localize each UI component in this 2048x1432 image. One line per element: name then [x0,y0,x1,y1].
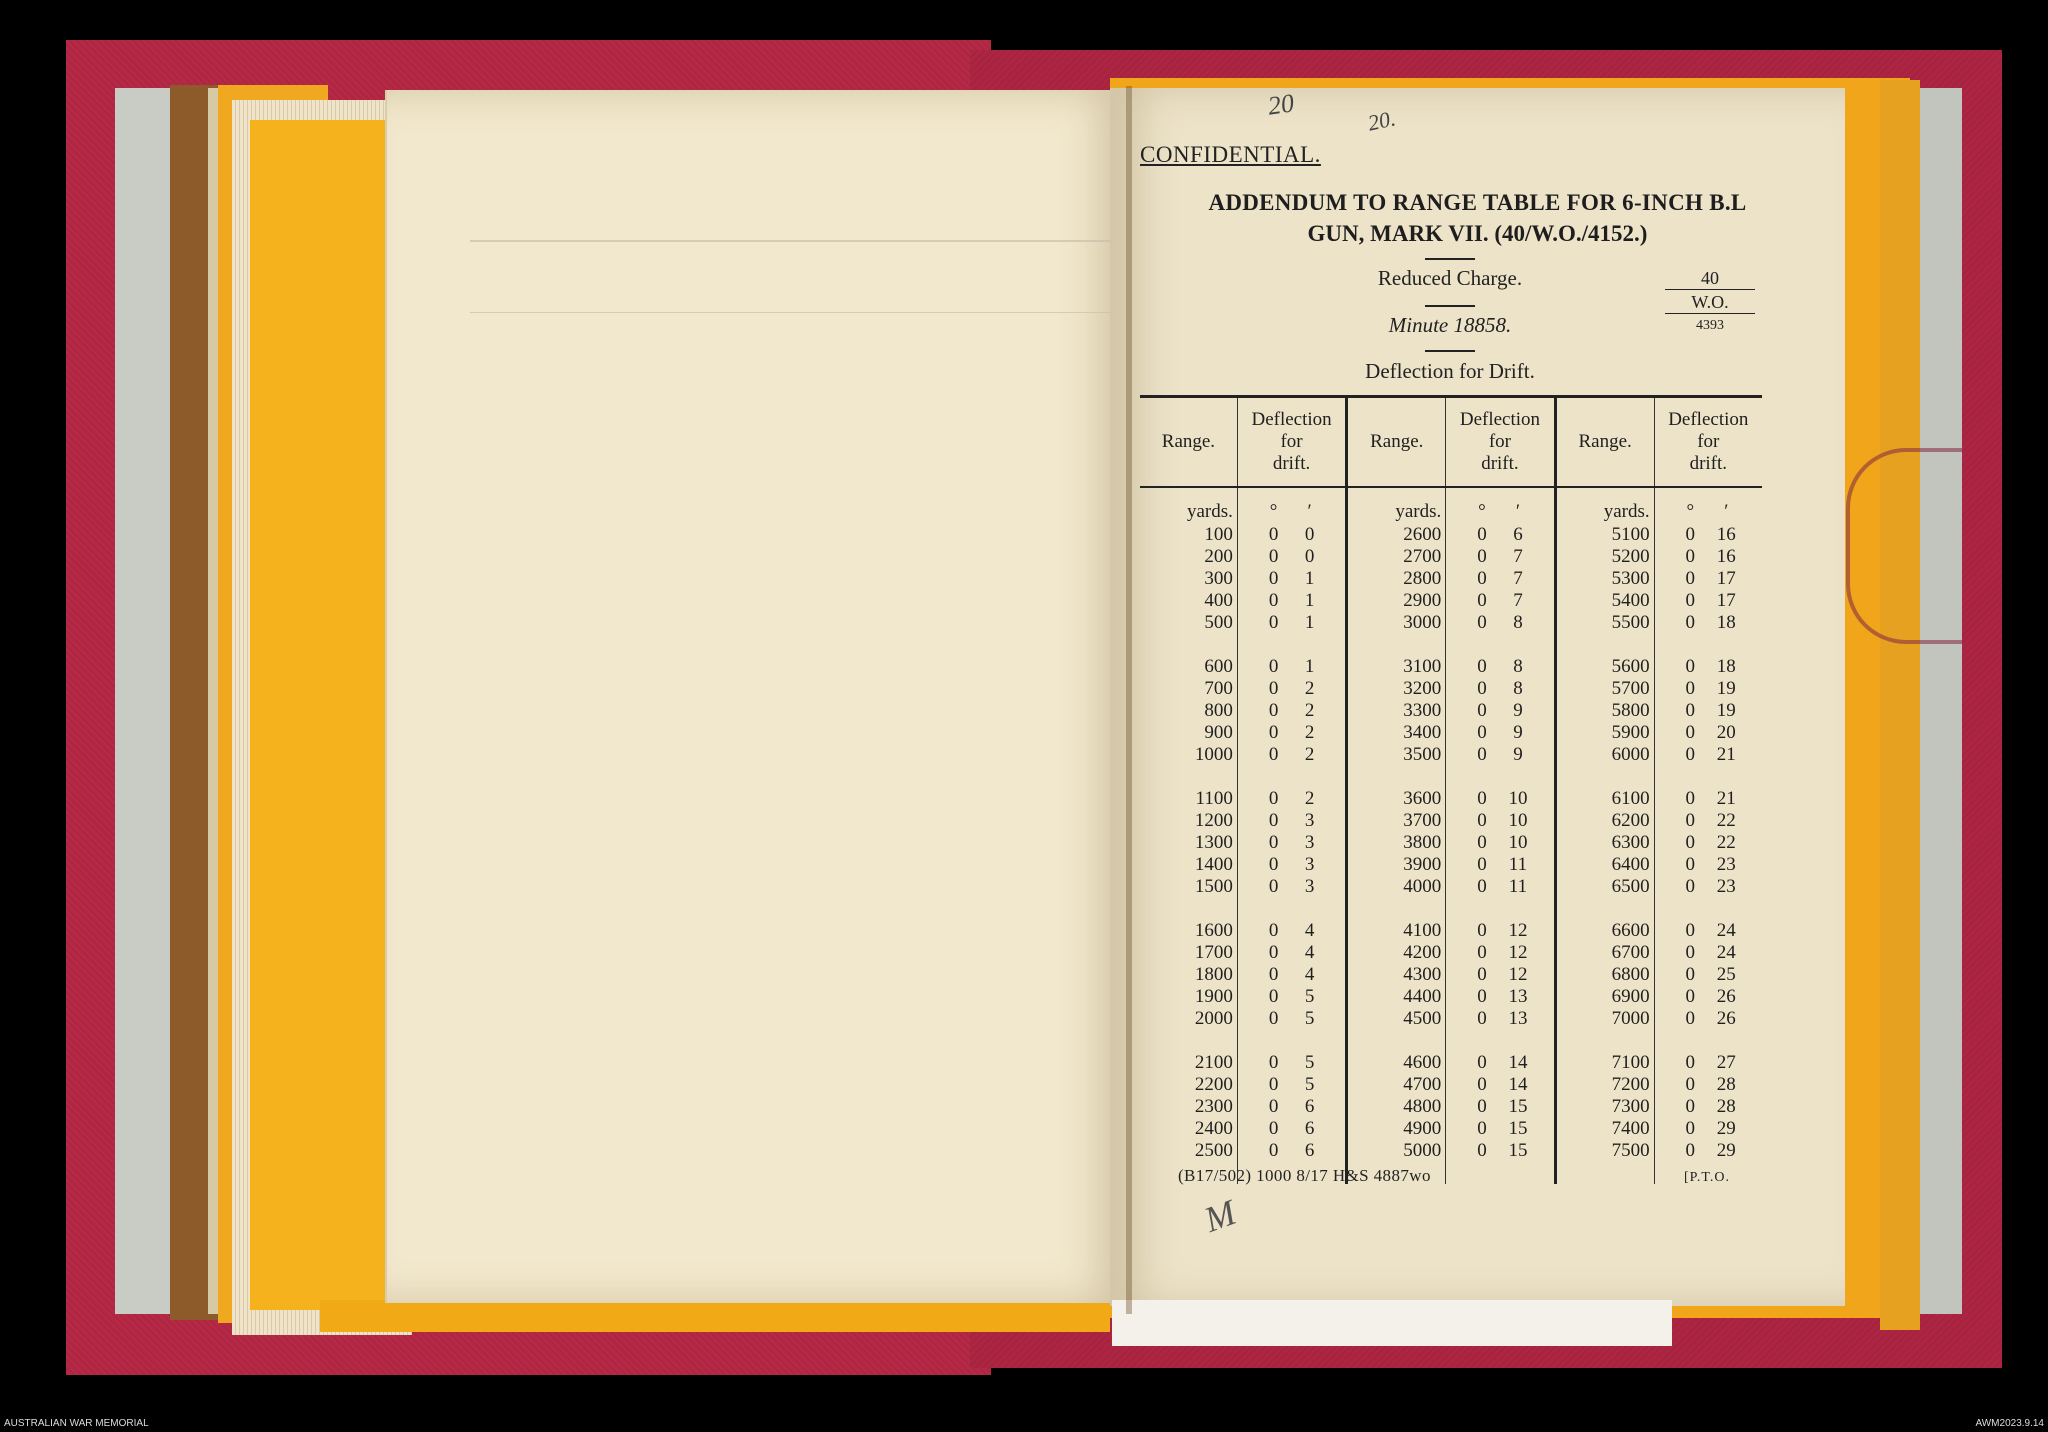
deflection-cell: 0 4 [1237,942,1346,964]
deflection-cell: 0 7 [1446,546,1555,568]
table-row [1140,1008,1762,1030]
deflection-cell: 0 8 [1446,612,1555,634]
archive-stamp [1846,448,1962,644]
deflection-cell: 0 5 [1237,1008,1346,1030]
header-range: Range. [1347,397,1446,488]
range-cell: 500 [1140,612,1237,634]
deflection-cell: 0 28 [1685,1074,1736,1095]
range-cell: 2300 [1140,1096,1237,1118]
table-row [1140,1118,1762,1140]
range-cell: 3200 [1347,678,1446,700]
minute-number: Minute 18858. [1388,313,1512,337]
deflection-cell: 0 18 [1685,656,1736,677]
fore-edge-gold-right [1880,80,1920,1330]
table-row [1140,832,1762,854]
range-cell: 1200 [1140,810,1237,832]
range-cell: 2400 [1140,1118,1237,1140]
header-deflection: Deflection for drift. [1237,397,1346,488]
range-cell: 4600 [1347,1052,1446,1074]
book-gutter [1126,86,1132,1314]
range-cell: 4100 [1347,920,1446,942]
table-row [1140,656,1762,678]
range-cell: 900 [1140,722,1237,744]
range-cell: 4400 [1347,986,1446,1008]
deflection-cell: 0 12 [1446,942,1555,964]
range-cell: 3400 [1347,722,1446,744]
deflection-cell: 0 24 [1685,942,1736,963]
deflection-cell: 0 2 [1237,744,1346,766]
deflection-cell: 0 27 [1685,1052,1736,1073]
deflection-cell: 0 13 [1446,1008,1555,1030]
group-spacer [1140,766,1762,788]
show-through-text [470,240,1110,467]
range-cell: 1600 [1140,920,1237,942]
deflection-cell: 0 9 [1446,744,1555,766]
range-cell: 2100 [1140,1052,1237,1074]
deflection-cell: 0 17 [1685,568,1736,589]
range-cell: 6000 [1555,744,1654,766]
table-row [1140,854,1762,876]
range-cell: 6700 [1555,942,1654,964]
deflection-cell: 0 21 [1685,788,1736,809]
deflection-cell: 0 0 [1237,524,1346,546]
range-cell: 7200 [1555,1074,1654,1096]
header-deflection: Deflection for drift. [1446,397,1555,488]
deflection-cell: 0 22 [1685,832,1736,853]
range-cell: 3000 [1347,612,1446,634]
table-row [1140,986,1762,1008]
deflection-cell: 0 13 [1446,986,1555,1008]
deflection-table [1140,395,1762,1184]
range-cell: 6400 [1555,854,1654,876]
range-cell: 400 [1140,590,1237,612]
deflection-cell: 0 6 [1237,1118,1346,1140]
paper-slip [1112,1300,1672,1346]
range-cell: 1400 [1140,854,1237,876]
deflection-cell: 0 3 [1237,876,1346,898]
handwritten-note: 20 [1266,88,1296,121]
range-cell: 7400 [1555,1118,1654,1140]
group-spacer [1140,898,1762,920]
range-cell: 5400 [1555,590,1654,612]
header-range: Range. [1555,397,1654,488]
table-row [1140,1140,1762,1162]
handwritten-note-2: 20. [1365,105,1398,136]
table-row [1140,942,1762,964]
deflection-cell: 0 7 [1446,590,1555,612]
deflection-cell: 0 29 [1685,1118,1736,1139]
deflection-cell: 0 19 [1685,678,1736,699]
range-cell: 3500 [1347,744,1446,766]
deflection-cell: 0 12 [1446,964,1555,986]
table-row [1140,1096,1762,1118]
deflection-cell: 0 10 [1446,788,1555,810]
deflection-cell: 0 23 [1685,854,1736,875]
credit-bar [0,1416,2048,1432]
deflection-cell: 0 26 [1685,986,1736,1007]
range-cell: 5100 [1555,524,1654,546]
range-cell: 6600 [1555,920,1654,942]
range-cell: 600 [1140,656,1237,678]
deflection-cell: 0 9 [1446,700,1555,722]
wo-reference [1665,268,1755,334]
table-row [1140,524,1762,546]
range-cell: 4800 [1347,1096,1446,1118]
deflection-cell: 0 16 [1685,524,1736,545]
table-row [1140,568,1762,590]
range-cell: 1000 [1140,744,1237,766]
deflection-cell: 0 14 [1446,1052,1555,1074]
deflection-cell: 0 5 [1237,986,1346,1008]
deflection-cell: 0 17 [1685,590,1736,611]
deflection-cell: 0 16 [1685,546,1736,567]
deflection-heading: Deflection for Drift. [1365,359,1535,383]
deflection-cell: 0 15 [1446,1140,1555,1162]
deflection-cell: 0 11 [1446,854,1555,876]
table-row [1140,722,1762,744]
deflection-cell: 0 19 [1685,700,1736,721]
deflection-cell: 0 25 [1685,964,1736,985]
deflection-cell: 0 1 [1237,656,1346,678]
deflection-cell: 0 22 [1685,810,1736,831]
print-footer: (B17/502) 1000 8/17 H&S 4887wo [1178,1166,1431,1185]
wo-reference-middle: W.O. [1691,292,1729,312]
table-row [1140,590,1762,612]
deflection-cell: 0 2 [1237,678,1346,700]
yellow-sheet-bottom [320,1300,1110,1332]
subtitle-rule-2 [1425,350,1475,352]
group-spacer [1140,1030,1762,1052]
range-cell: 800 [1140,700,1237,722]
deflection-cell: 0 8 [1446,656,1555,678]
range-cell: 300 [1140,568,1237,590]
range-cell: 3800 [1347,832,1446,854]
deflection-cell: 0 23 [1685,876,1736,897]
range-cell: 2600 [1347,524,1446,546]
range-cell: 5600 [1555,656,1654,678]
range-cell: 5200 [1555,546,1654,568]
deflection-cell: 0 18 [1685,612,1736,633]
range-cell: 1500 [1140,876,1237,898]
table-row [1140,678,1762,700]
deflection-cell: 0 29 [1685,1140,1736,1161]
deflection-cell: 0 1 [1237,612,1346,634]
range-cell: 3300 [1347,700,1446,722]
confidential-label: CONFIDENTIAL. [1140,142,1321,167]
deflection-cell: 0 10 [1446,810,1555,832]
deflection-cell: 0 3 [1237,854,1346,876]
table-row [1140,744,1762,766]
deflection-cell: 0 5 [1237,1052,1346,1074]
deflection-cell: 0 15 [1446,1096,1555,1118]
range-cell: 3600 [1347,788,1446,810]
range-cell: 5800 [1555,700,1654,722]
deflection-cell: 0 10 [1446,832,1555,854]
range-cell: 5900 [1555,722,1654,744]
table-row [1140,876,1762,898]
handwritten-signature: M [1199,1192,1241,1240]
credit-institution: AUSTRALIAN WAR MEMORIAL [4,1418,149,1429]
deflection-cell: 0 6 [1446,524,1555,546]
deflection-cell: 0 6 [1237,1096,1346,1118]
table-header-row [1140,397,1762,488]
range-cell: 7300 [1555,1096,1654,1118]
deflection-cell: 0 5 [1237,1074,1346,1096]
title-line-1: ADDENDUM TO RANGE TABLE FOR 6-INCH B.L [1208,190,1747,215]
credit-accession: AWM2023.9.14 [1975,1418,2044,1429]
table-row [1140,920,1762,942]
range-cell: 1100 [1140,788,1237,810]
range-cell: 4900 [1347,1118,1446,1140]
range-cell: 1800 [1140,964,1237,986]
range-cell: 2900 [1347,590,1446,612]
range-cell: 7100 [1555,1052,1654,1074]
group-spacer [1140,634,1762,656]
range-cell: 1900 [1140,986,1237,1008]
deflection-cell: 0 7 [1446,568,1555,590]
table-row [1140,810,1762,832]
deflection-cell: 0 1 [1237,568,1346,590]
deflection-cell: 0 15 [1446,1118,1555,1140]
range-cell: 4200 [1347,942,1446,964]
title-rule [1425,258,1475,260]
range-cell: 5300 [1555,568,1654,590]
deflection-cell: 0 1 [1237,590,1346,612]
range-cell: 6800 [1555,964,1654,986]
deflection-cell: 0 4 [1237,920,1346,942]
deflection-cell: 0 11 [1446,876,1555,898]
yellow-insert-sheet [250,120,400,1310]
title-line-2: GUN, MARK VII. (40/W.O./4152.) [1307,221,1648,246]
reduced-charge: Reduced Charge. [1377,266,1523,290]
deflection-cell: 0 6 [1237,1140,1346,1162]
table-row [1140,700,1762,722]
table-row [1140,964,1762,986]
deflection-cell: 0 4 [1237,964,1346,986]
range-cell: 1300 [1140,832,1237,854]
range-cell: 4700 [1347,1074,1446,1096]
range-cell: 3900 [1347,854,1446,876]
deflection-cell: 0 24 [1685,920,1736,941]
header-range: Range. [1140,397,1237,488]
range-cell: 6500 [1555,876,1654,898]
table-row [1140,1074,1762,1096]
wo-reference-bottom: 4393 [1696,318,1724,333]
table-row [1140,1052,1762,1074]
deflection-cell: 0 20 [1685,722,1736,743]
table-row [1140,612,1762,634]
deflection-cell: 0 28 [1685,1096,1736,1117]
range-cell: 200 [1140,546,1237,568]
range-cell: 2500 [1140,1140,1237,1162]
range-cell: 6300 [1555,832,1654,854]
table-row [1140,546,1762,568]
range-cell: 5700 [1555,678,1654,700]
deflection-cell: 0 14 [1446,1074,1555,1096]
range-cell: 7000 [1555,1008,1654,1030]
range-cell: 2700 [1347,546,1446,568]
range-cell: 4000 [1347,876,1446,898]
table-body [1140,487,1762,1184]
range-cell: 3700 [1347,810,1446,832]
deflection-cell: 0 9 [1446,722,1555,744]
deflection-cell: 0 3 [1237,832,1346,854]
range-cell: 4500 [1347,1008,1446,1030]
range-cell: 2800 [1347,568,1446,590]
range-cell: 100 [1140,524,1237,546]
deflection-cell: 0 26 [1685,1008,1736,1029]
range-cell: 5500 [1555,612,1654,634]
range-cell: 3100 [1347,656,1446,678]
range-cell: 1700 [1140,942,1237,964]
table-row [1140,788,1762,810]
unit-row: yards. ° ′ yards. ° ′ yards. ° ′ [1140,487,1762,524]
deflection-cell: 0 2 [1237,722,1346,744]
pto-label: [P.T.O. [1684,1170,1731,1185]
range-cell: 7500 [1555,1140,1654,1162]
wo-reference-top: 40 [1701,268,1719,288]
range-cell: 2000 [1140,1008,1237,1030]
range-cell: 4300 [1347,964,1446,986]
deflection-cell: 0 2 [1237,788,1346,810]
range-cell: 700 [1140,678,1237,700]
deflection-cell: 0 2 [1237,700,1346,722]
range-cell: 6200 [1555,810,1654,832]
deflection-cell: 0 21 [1685,744,1736,765]
range-cell: 6900 [1555,986,1654,1008]
deflection-cell: 0 0 [1237,546,1346,568]
header-deflection: Deflection for drift. [1654,397,1762,488]
range-cell: 5000 [1347,1140,1446,1162]
deflection-cell: 0 12 [1446,920,1555,942]
subtitle-rule [1425,305,1475,307]
deflection-cell: 0 8 [1446,678,1555,700]
range-cell: 2200 [1140,1074,1237,1096]
range-cell: 6100 [1555,788,1654,810]
deflection-cell: 0 3 [1237,810,1346,832]
